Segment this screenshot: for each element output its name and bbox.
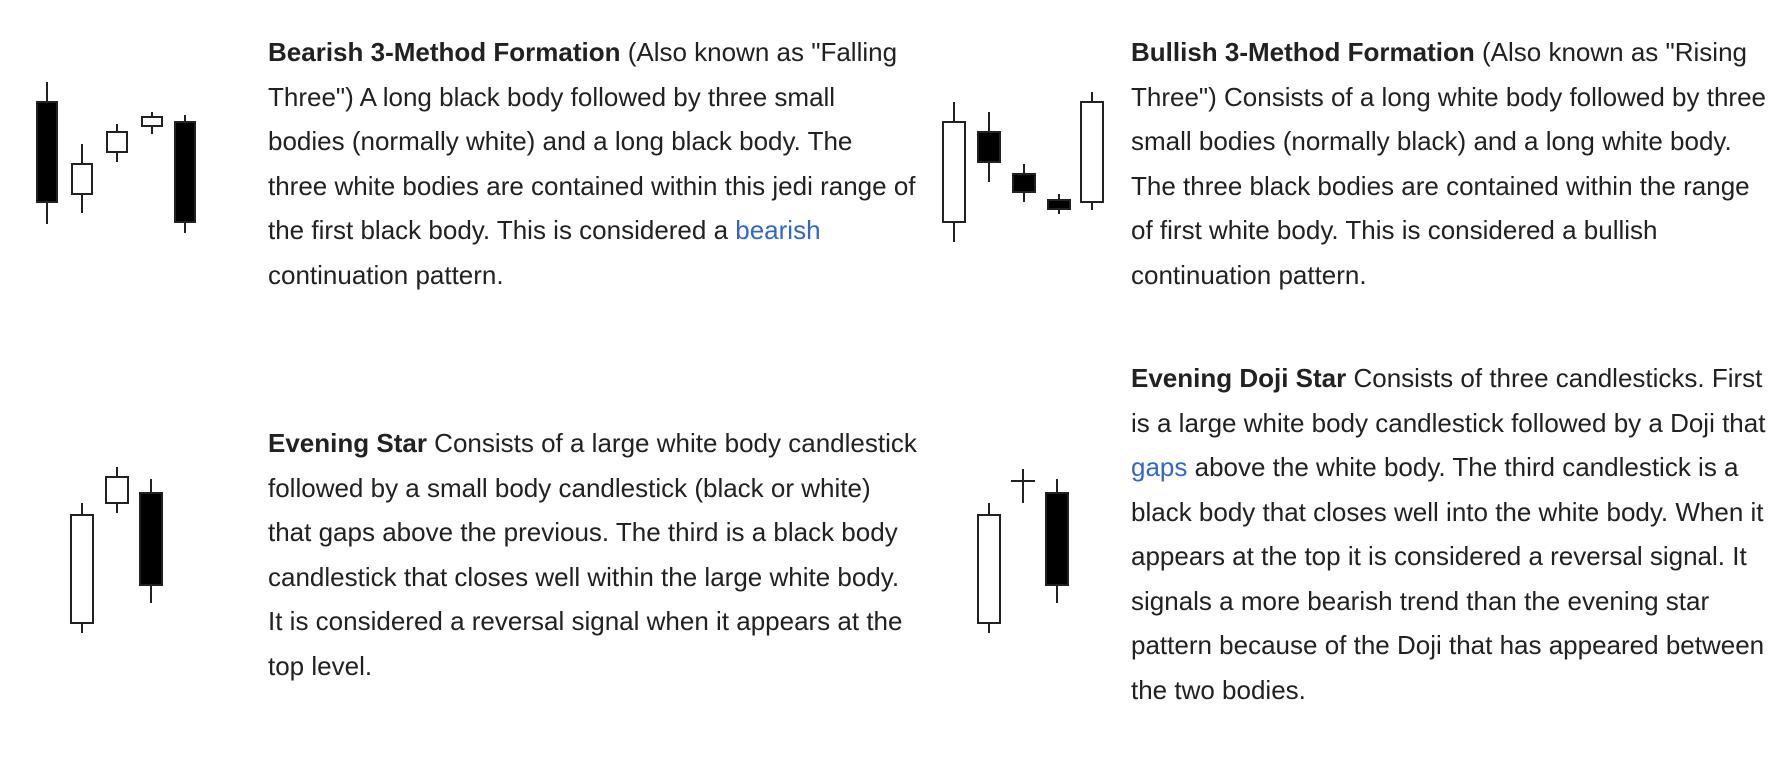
entry-text: Consists of a large white body candlestick followed by a small body candlestick (black or white) that gaps above the previous. The third is a black body candlestick that closes well within the large white body. It is considered a reversal signal when it appears at the top level.	[268, 428, 917, 681]
entry-text-tail: above the white body. The third candlestick is a black body that closes well into the white body. When it appears at the top it is considered a reversal signal. It signals a more bearish trend than the evening star pattern because of the Doji that has appeared between the two bodies.	[1131, 452, 1765, 705]
entry-title: Evening Star	[268, 428, 427, 458]
entry-description	[268, 30, 918, 297]
evening-doji-star-candlestick-icon	[970, 465, 1080, 635]
entry-text: Consists of three candlesticks. First is a large white body candlestick followed by a Doji that	[1131, 363, 1766, 438]
entry-description	[1131, 356, 1776, 712]
bearish-3-method-candlestick-icon	[30, 80, 200, 240]
bullish-3-method-candlestick-icon	[935, 90, 1115, 250]
entry-title: Bullish 3-Method Formation	[1131, 37, 1475, 67]
entry-text: (Also known as "Rising Three") Consists of a long white body followed by three small bodies (normally black) and a long white body. The three black bodies are contained within the range of first white body. This is considered a bullish continuation pattern.	[1131, 37, 1767, 290]
entry-description	[268, 421, 918, 688]
bearish-link[interactable]: bearish	[735, 215, 821, 245]
entry-text-tail: continuation pattern.	[268, 259, 504, 290]
entry-title: Evening Doji Star	[1131, 363, 1347, 393]
entry-text: (Also known as "Falling Three") A long black body followed by three small bodies (normally white) and a long black body. The three white bodies are contained within this jedi range of the first black body. This is considered a	[268, 37, 916, 245]
entry-title: Bearish 3-Method Formation	[268, 37, 621, 67]
entry-description	[1131, 30, 1771, 297]
evening-star-candlestick-icon	[65, 465, 175, 635]
gaps-link[interactable]: gaps	[1131, 452, 1188, 482]
